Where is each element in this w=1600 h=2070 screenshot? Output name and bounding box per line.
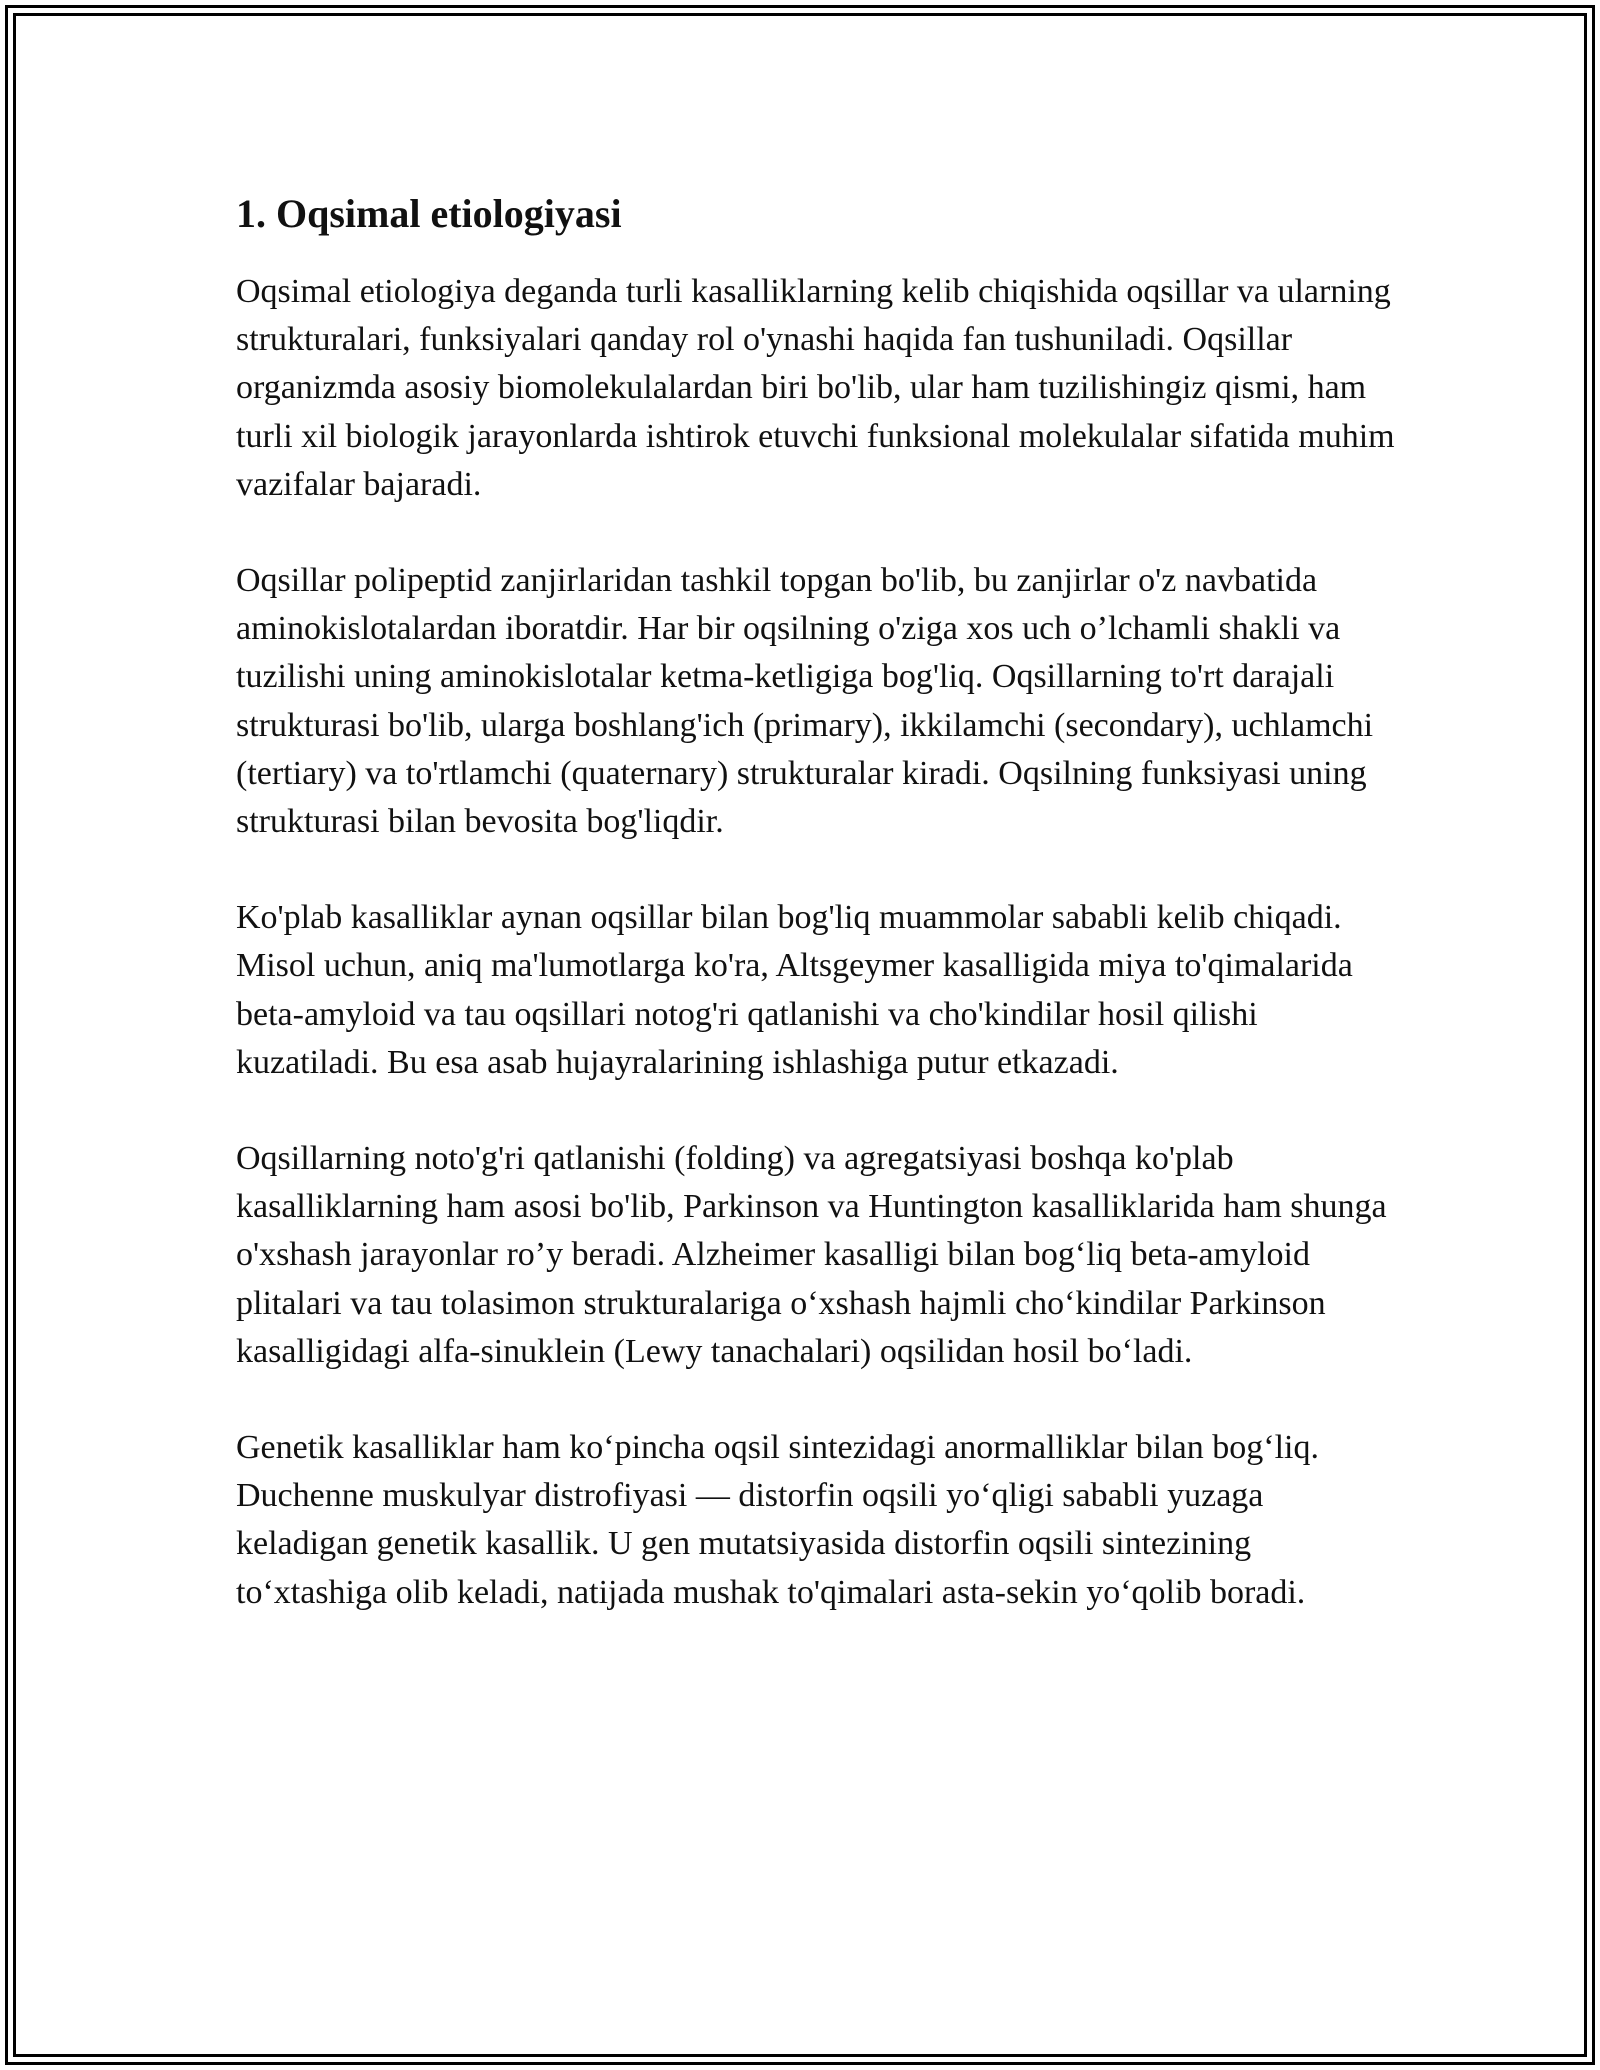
- paragraph-1: Oqsimal etiologiya deganda turli kasalliklarning kelib chiqishida oqsillar va ularning strukturalari, funksiyalari qanday rol o'ynashi haqida fan tushuniladi. Oqsillar organizmda asosiy biomolekulalardan biri bo'lib, ular ham tuzilishingiz qismi, ham turli xil biologik jarayonlarda ishtirok etuvchi funksional molekulalar sifatida muhim vazifalar bajaradi.: [236, 273, 1395, 503]
- paragraph-5: Genetik kasalliklar ham ko‘pincha oqsil sintezidagi anormalliklar bilan bog‘liq. Duchenne muskulyar distrofiyasi — distorfin oqsili yo‘qligi sababli yuzaga keladigan genetik kasallik. U gen mutatsiyasida distorfin oqsili sintezining to‘xtashiga olib keladi, natijada mushak to'qimalari asta-sekin yo‘qolib boradi.: [236, 1429, 1319, 1611]
- paragraph-3: Ko'plab kasalliklar aynan oqsillar bilan bog'liq muammolar sababli kelib chiqadi. Misol uchun, aniq ma'lumotlarga ko'ra, Altsgeymer kasalligida miya to'qimalarida beta-amyloid va tau oqsillari notog'ri qatlanishi va cho'kindilar hosil qilishi kuzatiladi. Bu esa asab hujayralarining ishlashiga putur etkazadi.: [236, 899, 1353, 1081]
- section-heading: 1. Oqsimal etiologiyasi: [236, 191, 622, 236]
- paragraph-4: Oqsillarning noto'g'ri qatlanishi (folding) va agregatsiyasi boshqa ko'plab kasalliklarning ham asosi bo'lib, Parkinson va Huntington kasalliklarida ham shunga o'xshash jarayonlar ro’y beradi. Alzheimer kasalligi bilan bog‘liq beta-amyloid plitalari va tau tolasimon strukturalariga o‘xshash hajmli cho‘kindilar Parkinson kasalligidagi alfa-sinuklein (Lewy tanachalari) oqsilidan hosil bo‘ladi.: [236, 1140, 1387, 1370]
- paragraph-2: Oqsillar polipeptid zanjirlaridan tashkil topgan bo'lib, bu zanjirlar o'z navbatida aminokislotalardan iboratdir. Har bir oqsilning o'ziga xos uch o’lchamli shakli va tuzilishi uning aminokislotalar ketma-ketligiga bog'liq. Oqsillarning to'rt darajali strukturasi bo'lib, ularga boshlang'ich (primary), ikkilamchi (secondary), uchlamchi (tertiary) va to'rtlamchi (quaternary) strukturalar kiradi. Oqsilning funksiyasi uning strukturasi bilan bevosita bog'liqdir.: [236, 562, 1374, 841]
- document-body: [236, 190, 1396, 1665]
